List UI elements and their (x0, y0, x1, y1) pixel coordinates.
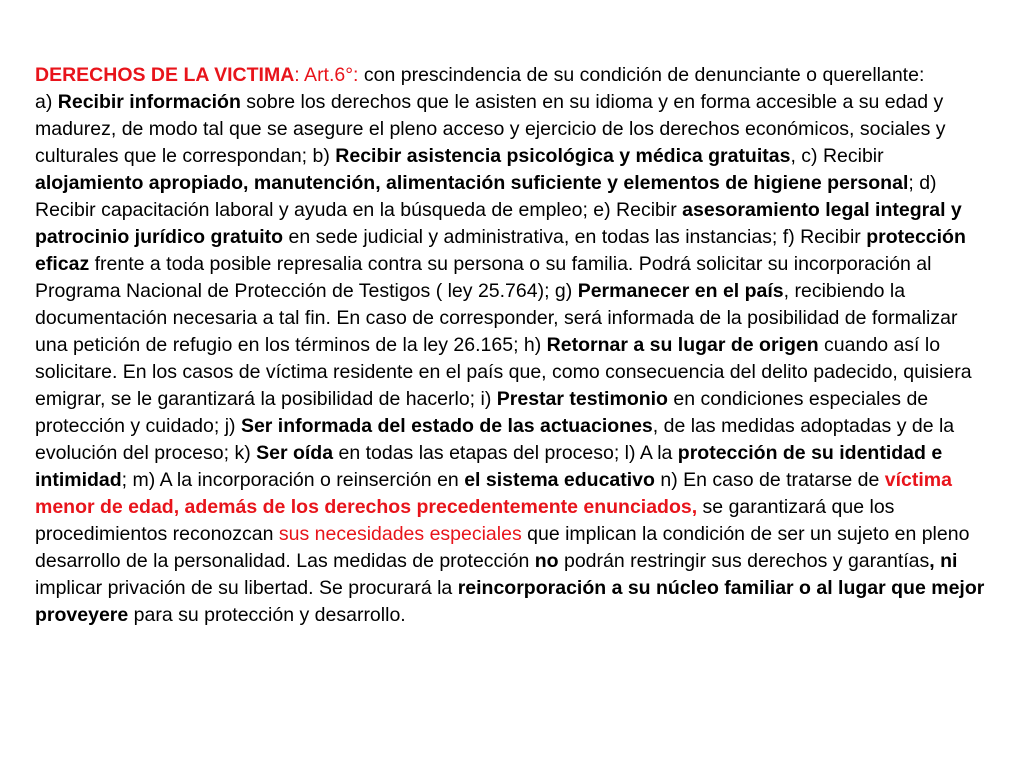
text-segment: : Art.6°: (294, 64, 364, 86)
text-segment: en condiciones especiales de protección y cuidado; j) (35, 388, 929, 437)
text-segment: Retornar a su lugar de origen (546, 334, 819, 356)
text-segment: asesoramiento legal integral y patrocinio jurídico gratuito (35, 199, 962, 248)
text-segment: frente a toda posible represalia contra su persona o su familia. Podrá solicitar su incorporación al Programa Nacional de Protección de Testigos ( ley 25.764); g) (35, 253, 932, 302)
text-segment: en sede judicial y administrativa, en todas las instancias; f) Recibir (283, 226, 867, 248)
text-segment: protección eficaz (35, 226, 966, 275)
text-segment: ; m) A la incorporación o reinserción en (121, 469, 465, 491)
text-segment: , ni (929, 550, 958, 572)
text-segment: Recibir información (57, 91, 241, 113)
text-segment: ; d) Recibir capacitación laboral y ayuda en la búsqueda de empleo; e) Recibir (35, 172, 937, 221)
text-segment: protección de su identidad e intimidad (35, 442, 943, 491)
text-segment: que implican la condición de ser un sujeto en pleno desarrollo de la personalidad. Las medidas de protección (35, 523, 970, 572)
text-segment: en todas las etapas del proceso; l) A la (333, 442, 678, 464)
text-segment: , c) Recibir (790, 145, 884, 167)
text-segment: con prescindencia de su condición de denunciante o querellante: a) (35, 64, 925, 113)
text-segment: Recibir asistencia psicológica y médica gratuitas (335, 145, 791, 167)
text-segment: n) En caso de tratarse de (654, 469, 885, 491)
text-segment: , de las medidas adoptadas y de la evolución del proceso; k) (35, 415, 955, 464)
text-segment: el sistema educativo (464, 469, 655, 491)
text-segment: Ser informada del estado de las actuaciones (240, 415, 653, 437)
text-segment: no (534, 550, 559, 572)
text-segment: Prestar testimonio (496, 388, 668, 410)
text-segment: cuando así lo solicitare. En los casos de víctima residente en el país que, como consecuencia del delito padecido, quisiera emigrar, se le garantizará la posibilidad de hacerlo; i) (35, 334, 972, 410)
article-6-victim-rights-text (35, 62, 995, 629)
text-segment: implicar privación de su libertad. Se procurará la (35, 577, 458, 599)
text-segment: para su protección y desarrollo. (128, 604, 406, 626)
text-segment: sobre los derechos que le asisten en su idioma y en forma accesible a su edad y madurez, de modo tal que se asegure el pleno acceso y ejercicio de los derechos económicos, sociales y culturales que le correspondan; b) (35, 91, 946, 167)
text-segment: Ser oída (256, 442, 334, 464)
text-segment: Permanecer en el país (577, 280, 784, 302)
text-segment: alojamiento apropiado, manutención, alimentación suficiente y elementos de higiene personal (35, 172, 909, 194)
text-segment: podrán restringir sus derechos y garantías (558, 550, 930, 572)
text-segment: reincorporación a su núcleo familiar o al lugar que mejor proveyere (35, 577, 985, 626)
text-segment: DERECHOS DE LA VICTIMA (35, 64, 295, 86)
text-segment: , recibiendo la documentación necesaria a tal fin. En caso de corresponder, será informada de la posibilidad de formalizar una petición de refugio en los términos de la ley 26.165; h) (35, 280, 958, 356)
text-segment: sus necesidades especiales (278, 523, 522, 545)
text-segment: se garantizará que los procedimientos reconozcan (35, 496, 895, 545)
text-segment: víctima menor de edad, además de los derechos precedentemente enunciados, (35, 469, 952, 518)
